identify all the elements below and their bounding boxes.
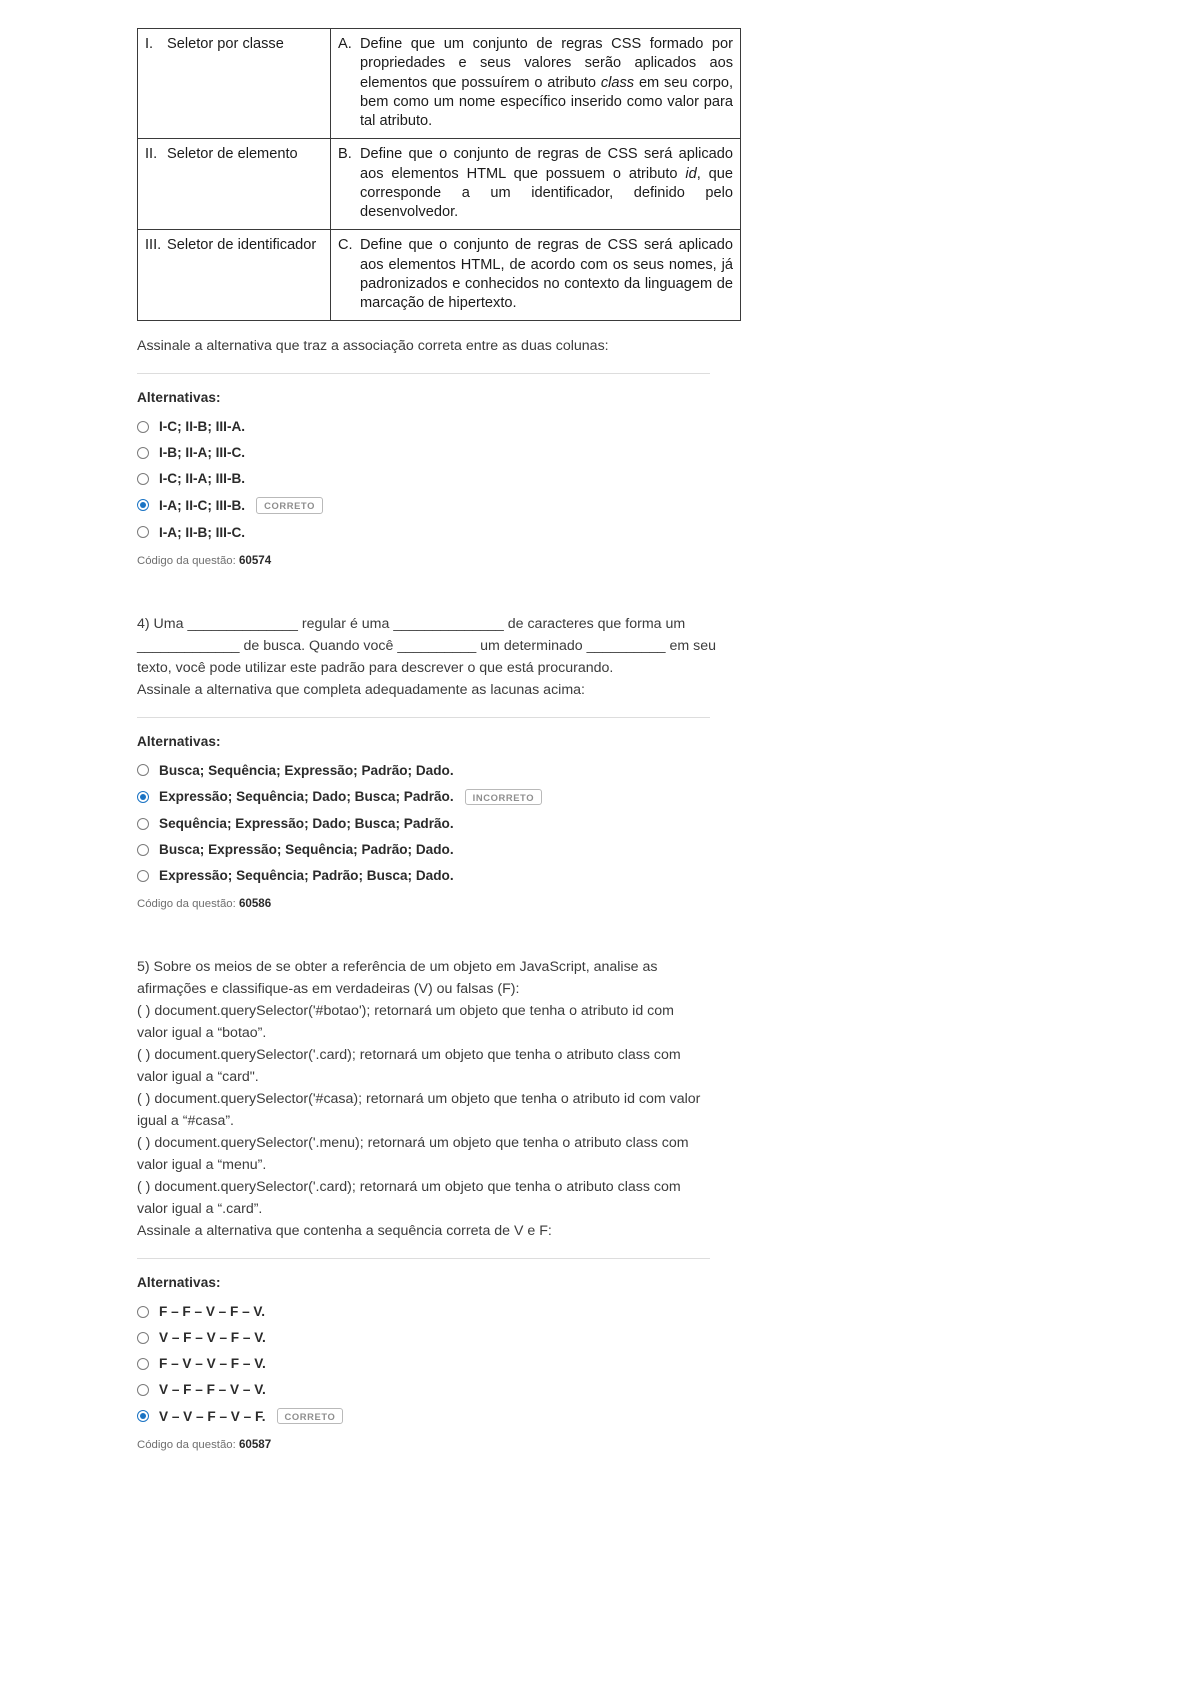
radio-icon[interactable] — [137, 764, 149, 776]
option-row[interactable] — [137, 1408, 717, 1424]
option-row[interactable] — [137, 1382, 717, 1397]
right-item-italic-1: class — [600, 74, 635, 91]
option-label: I-A; II-C; III-B. — [159, 497, 246, 513]
table-cell-right-3 — [331, 230, 741, 321]
statement-line: valor igual a “card". — [137, 1069, 259, 1086]
option-label: I-A; II-B; III-C. — [159, 524, 246, 540]
question-code-5 — [137, 1438, 717, 1451]
statement-line: valor igual a “menu”. — [137, 1157, 267, 1174]
statement-line: 4) Uma ______________ regular é uma ______________ de caracteres que forma um — [137, 615, 686, 632]
option-row[interactable] — [137, 445, 717, 460]
option-label: I-C; II-B; III-A. — [159, 419, 246, 435]
right-item-italic-2: id — [685, 165, 697, 182]
right-item-text-2b: , que corresponde a um identificador, definido pelo desenvolvedor. — [360, 165, 733, 220]
option-row[interactable] — [137, 471, 717, 486]
option-label: Busca; Expressão; Sequência; Padrão; Dado. — [159, 842, 454, 858]
left-item-number-3: III. — [145, 237, 162, 254]
left-item-text-1: Seletor por classe — [167, 36, 284, 52]
divider — [137, 1258, 710, 1259]
status-badge: CORRETO — [277, 1408, 344, 1424]
radio-icon[interactable] — [137, 1410, 149, 1422]
option-row[interactable] — [137, 1330, 717, 1345]
question-statement-5 — [137, 956, 717, 1242]
option-row[interactable] — [137, 789, 717, 805]
statement-line: Assinale a alternativa que traz a associação correta entre as duas colunas: — [137, 338, 609, 355]
option-row[interactable] — [137, 497, 717, 513]
option-label: V – V – F – V – F. — [159, 1408, 266, 1424]
code-value: 60586 — [238, 897, 272, 911]
radio-icon[interactable] — [137, 473, 149, 485]
question-code-4 — [137, 897, 717, 910]
radio-icon[interactable] — [137, 1332, 149, 1344]
table-row — [138, 230, 741, 321]
divider — [137, 717, 710, 718]
table-cell-right-2 — [331, 139, 741, 230]
radio-icon[interactable] — [137, 844, 149, 856]
code-label: Código da questão: — [137, 554, 236, 567]
table-row — [138, 29, 741, 139]
radio-icon[interactable] — [137, 1384, 149, 1396]
options-list-4 — [137, 763, 717, 883]
document-content — [137, 28, 733, 1452]
radio-icon[interactable] — [137, 447, 149, 459]
association-table — [137, 28, 741, 321]
table-row — [138, 139, 741, 230]
radio-icon[interactable] — [137, 526, 149, 538]
alternatives-title-3: Alternativas: — [137, 390, 221, 406]
right-item-text-2a: Define que o conjunto de regras de CSS será aplicado aos elementos HTML que possuem o atributo — [360, 146, 733, 182]
option-label: Sequência; Expressão; Dado; Busca; Padrão. — [159, 816, 454, 832]
statement-line: ( ) document.querySelector('#casa); retornará um objeto que tenha o atributo id com valor — [137, 1091, 701, 1108]
options-list-5 — [137, 1304, 717, 1424]
statement-line: ( ) document.querySelector('.card); retornará um objeto que tenha o atributo class com — [137, 1047, 681, 1064]
option-row[interactable] — [137, 525, 717, 540]
option-label: V – F – V – F – V. — [159, 1330, 266, 1346]
option-row[interactable] — [137, 763, 717, 778]
question-block-3 — [137, 335, 717, 566]
table-cell-right-1 — [331, 29, 741, 139]
statement-line: 5) Sobre os meios de se obter a referência de um objeto em JavaScript, analise as — [137, 959, 658, 976]
table-cell-left-1 — [138, 29, 331, 139]
statement-line: texto, você pode utilizar este padrão para descrever o que está procurando. — [137, 659, 614, 676]
option-label: V – F – F – V – V. — [159, 1382, 266, 1398]
option-label: F – V – V – F – V. — [159, 1356, 266, 1372]
statement-line: igual a “#casa”. — [137, 1113, 234, 1130]
option-row[interactable] — [137, 842, 717, 857]
right-item-number-3: C. — [338, 237, 353, 254]
option-label: Busca; Sequência; Expressão; Padrão; Dado. — [159, 762, 454, 778]
code-label: Código da questão: — [137, 898, 236, 911]
radio-icon[interactable] — [137, 499, 149, 511]
table-cell-left-3 — [138, 230, 331, 321]
left-item-text-3: Seletor de identificador — [167, 237, 317, 254]
question-block-5 — [137, 956, 717, 1451]
radio-icon[interactable] — [137, 1306, 149, 1318]
alternatives-title-5: Alternativas: — [137, 1275, 221, 1291]
statement-line: _____________ de busca. Quando você __________ um determinado __________ em seu — [137, 637, 716, 654]
option-label: I-B; II-A; III-C. — [159, 445, 246, 461]
code-value: 60587 — [238, 1438, 272, 1452]
right-item-number-1: A. — [338, 36, 352, 52]
code-label: Código da questão: — [137, 1439, 236, 1452]
option-label: Expressão; Sequência; Dado; Busca; Padrão. — [159, 789, 454, 805]
statement-line: ( ) document.querySelector('#botao'); retornará um objeto que tenha o atributo id com — [137, 1003, 674, 1020]
option-label: Expressão; Sequência; Padrão; Busca; Dado. — [159, 868, 454, 884]
statement-line: ( ) document.querySelector('.card); retornará um objeto que tenha o atributo class com — [137, 1179, 681, 1196]
statement-line: ( ) document.querySelector('.menu); retornará um objeto que tenha o atributo class com — [137, 1135, 689, 1152]
option-label: I-C; II-A; III-B. — [159, 471, 246, 487]
right-item-number-2: B. — [338, 146, 352, 163]
question-block-4 — [137, 613, 717, 910]
left-item-number-2: II. — [145, 146, 158, 163]
option-row[interactable] — [137, 868, 717, 883]
radio-icon[interactable] — [137, 870, 149, 882]
option-row[interactable] — [137, 419, 717, 434]
option-row[interactable] — [137, 1304, 717, 1319]
question-code-3 — [137, 554, 717, 567]
code-value: 60574 — [238, 553, 272, 567]
right-item-text-1a: Define que um conjunto de regras CSS formado por propriedades e seus valores serão aplicados aos elementos que possuírem o atributo — [360, 36, 733, 91]
options-list-3 — [137, 419, 717, 539]
radio-icon[interactable] — [137, 791, 149, 803]
option-label: F – F – V – F – V. — [159, 1304, 266, 1320]
option-row[interactable] — [137, 1356, 717, 1371]
statement-line: Assinale a alternativa que completa adequadamente as lacunas acima: — [137, 681, 585, 698]
statement-line: afirmações e classifique-as em verdadeiras (V) ou falsas (F): — [137, 981, 520, 998]
table-cell-left-2 — [138, 139, 331, 230]
question-statement-3 — [137, 335, 717, 357]
right-item-text-1b: em seu corpo, bem como um nome específico inserido como valor para tal atributo. — [360, 74, 733, 129]
radio-icon[interactable] — [137, 1358, 149, 1370]
divider — [137, 373, 710, 374]
radio-icon[interactable] — [137, 818, 149, 830]
left-item-number-1: I. — [145, 36, 154, 52]
question-statement-4 — [137, 613, 717, 701]
radio-icon[interactable] — [137, 421, 149, 433]
left-item-text-2: Seletor de elemento — [167, 146, 298, 163]
option-row[interactable] — [137, 816, 717, 831]
alternatives-title-4: Alternativas: — [137, 733, 221, 749]
status-badge: CORRETO — [256, 497, 323, 513]
status-badge: INCORRETO — [465, 789, 542, 805]
statement-line: valor igual a “.card”. — [137, 1201, 263, 1218]
right-item-text-3a: Define que o conjunto de regras de CSS será aplicado aos elementos HTML, de acordo com os seus nomes, já padronizados e conhecidos no contexto da linguagem de marcação de hipertexto. — [360, 237, 733, 311]
statement-line: valor igual a “botao”. — [137, 1025, 267, 1042]
statement-line: Assinale a alternativa que contenha a sequência correta de V e F: — [137, 1223, 552, 1240]
